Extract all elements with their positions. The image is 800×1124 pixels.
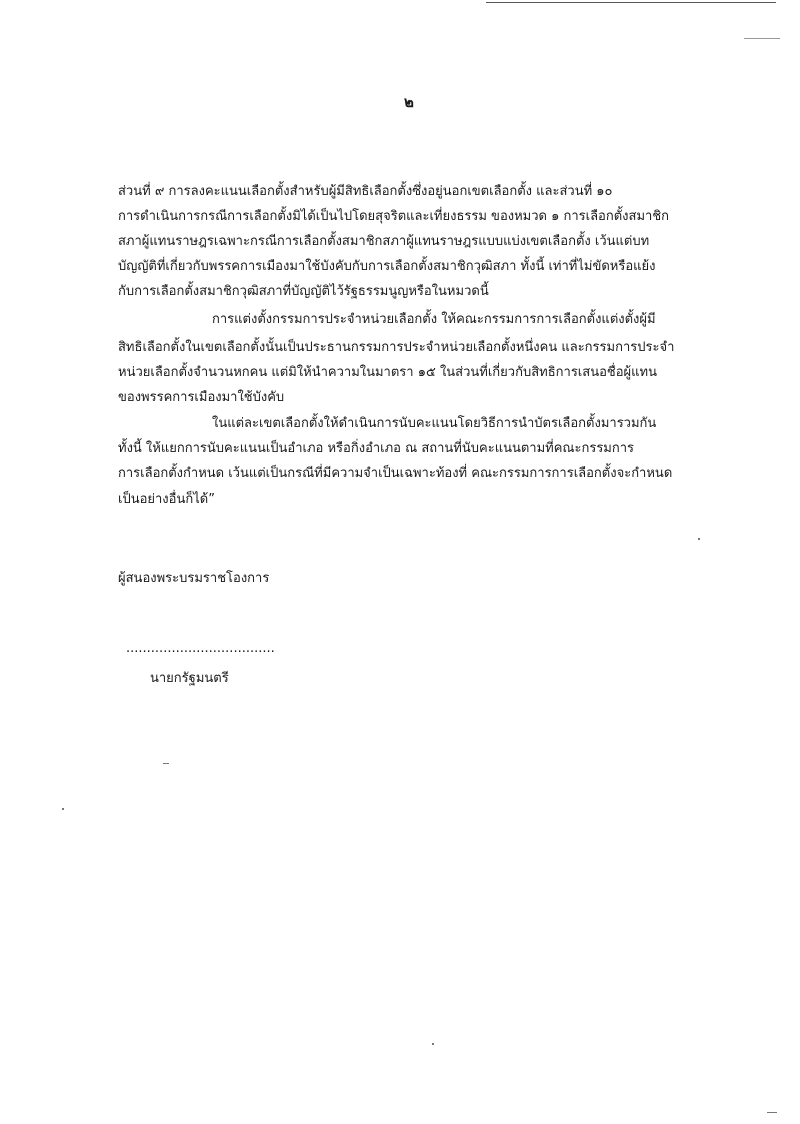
body-line: ของพรรคการเมืองมาใช้บังคับ — [118, 390, 285, 405]
body-line: การเลือกตั้งกำหนด เว้นแต่เป็นกรณีที่มีความจำเป็นเฉพาะท้องที่ คณะกรรมการการเลือกตั้งจะกำหนด — [118, 466, 673, 481]
scan-speck — [62, 808, 64, 810]
scan-speck — [432, 1043, 434, 1045]
body-line: ส่วนที่ ๙ การลงคะแนนเลือกตั้งสำหรับผู้มีสิทธิเลือกตั้งซึ่งอยู่นอกเขตเลือกตั้ง และส่วนที่ ๑๐ — [118, 184, 613, 199]
body-line: สภาผู้แทนราษฎรเฉพาะกรณีการเลือกตั้งสมาชิกสภาผู้แทนราษฎรแบบแบ่งเขตเลือกตั้ง เว้นแต่บท — [118, 234, 650, 249]
scan-speck — [698, 538, 700, 540]
body-line: ทั้งนี้ ให้แยกการนับคะแนนเป็นอำเภอ หรือกิ่งอำเภอ ณ สถานที่นับคะแนนตามที่คณะกรรมการ — [118, 441, 635, 456]
body-line: การดำเนินการกรณีการเลือกตั้งมิได้เป็นไปโดยสุจริตและเที่ยงธรรม ของหมวด ๑ การเลือกตั้งสมาชิก — [118, 209, 670, 224]
scan-edge-line — [486, 2, 776, 3]
body-line: สิทธิเลือกตั้งในเขตเลือกตั้งนั้นเป็นประธานกรรมการประจำหน่วยเลือกตั้งหนึ่งคน และกรรมการประจำ — [118, 340, 675, 355]
body-line: การแต่งตั้งกรรมการประจำหน่วยเลือกตั้ง ให้คณะกรรมการการเลือกตั้งแต่งตั้งผู้มี — [212, 312, 656, 327]
page-number: ๒ — [404, 93, 414, 111]
signature-dots: .................................... — [126, 641, 275, 656]
scan-speck — [767, 1112, 777, 1113]
prime-minister-title: นายกรัฐมนตรี — [150, 671, 229, 686]
body-line: หน่วยเลือกตั้งจำนวนหกคน แต่มิให้นำความในมาตรา ๑๕ ในส่วนที่เกี่ยวกับสิทธิการเสนอชื่อผู้แทน — [118, 365, 657, 380]
countersign-label: ผู้สนองพระบรมราชโองการ — [118, 571, 270, 586]
scan-mark — [744, 38, 780, 39]
body-line: เป็นอย่างอื่นก็ได้” — [118, 492, 215, 507]
body-line: บัญญัติที่เกี่ยวกับพรรคการเมืองมาใช้บังคับกับการเลือกตั้งสมาชิกวุฒิสภา ทั้งนี้ เท่าที่ไม่ขัดหรือแย้ง — [118, 259, 656, 274]
scan-speck — [163, 763, 169, 764]
body-line: กับการเลือกตั้งสมาชิกวุฒิสภาที่บัญญัติไว้รัฐธรรมนูญหรือในหมวดนี้ — [118, 284, 489, 299]
body-line: ในแต่ละเขตเลือกตั้งให้ดำเนินการนับคะแนนโดยวิธีการนำบัตรเลือกตั้งมารวมกัน — [212, 416, 657, 431]
